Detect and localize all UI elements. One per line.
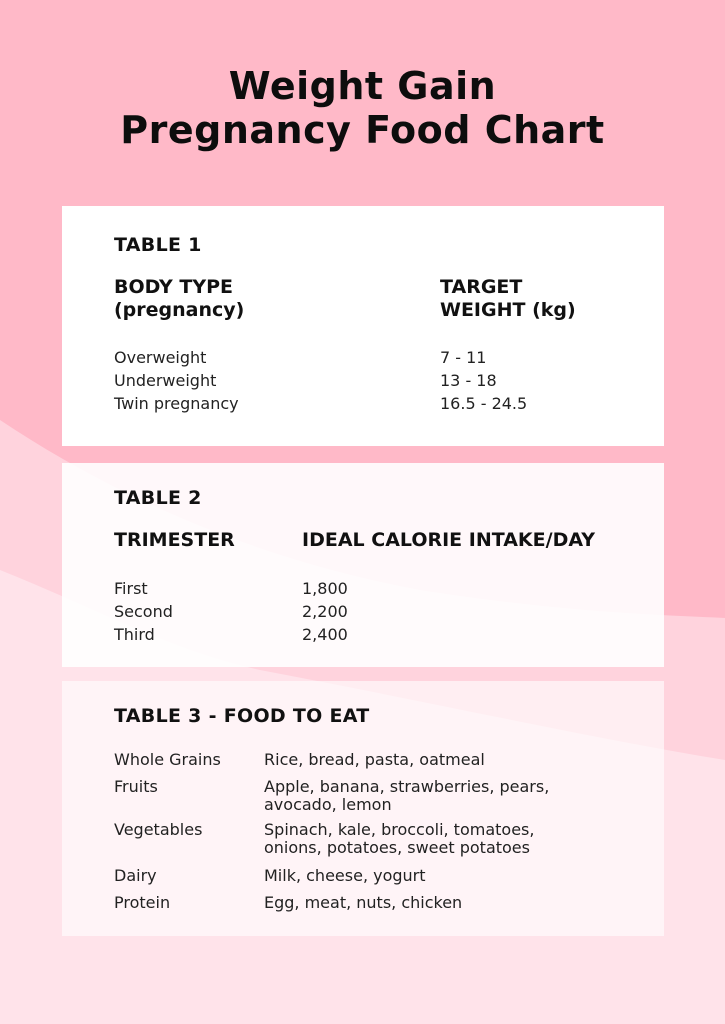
- table2-row1-calories: 1,800: [302, 579, 348, 598]
- table3-row3-foods: Spinach, kale, broccoli, tomatoes, onions, potatoes, sweet potatoes: [264, 820, 535, 857]
- table3-title: TABLE 3 - FOOD TO EAT: [114, 705, 370, 727]
- table2-col2-header: IDEAL CALORIE INTAKE/DAY: [302, 529, 595, 551]
- table3-row3-group: Vegetables: [114, 820, 203, 839]
- table1-col1-header: [114, 276, 244, 322]
- table2-card: [62, 463, 664, 667]
- table3-row1-foods: Rice, bread, pasta, oatmeal: [264, 750, 485, 769]
- table2-row1-trimester: First: [114, 579, 148, 598]
- table1-row2-body-type: Underweight: [114, 371, 217, 390]
- table1-col2-header-line1: TARGET: [440, 276, 523, 298]
- page-title: [0, 64, 725, 152]
- table3-row2-foods: Apple, banana, strawberries, pears, avocado, lemon: [264, 777, 550, 814]
- table2-col1-header: TRIMESTER: [114, 529, 235, 551]
- page-title-line2: Pregnancy Food Chart: [120, 108, 605, 152]
- table3-row4-foods: Milk, cheese, yogurt: [264, 866, 426, 885]
- table3-row5-group: Protein: [114, 893, 171, 912]
- table1-title: TABLE 1: [114, 234, 202, 256]
- table3-card: [62, 681, 664, 936]
- table1-col1-header-line1: BODY TYPE: [114, 276, 234, 298]
- table1-row3-body-type: Twin pregnancy: [114, 394, 239, 413]
- table1-row1-body-type: Overweight: [114, 348, 207, 367]
- table1-col2-header: [440, 276, 576, 322]
- table1-row2-target: 13 - 18: [440, 371, 497, 390]
- table2-row3-calories: 2,400: [302, 625, 348, 644]
- table1-col1-header-line2: (pregnancy): [114, 299, 245, 321]
- table2-row2-calories: 2,200: [302, 602, 348, 621]
- table2-row2-trimester: Second: [114, 602, 173, 621]
- table3-row2-group: Fruits: [114, 777, 158, 796]
- table2-row3-trimester: Third: [114, 625, 155, 644]
- table3-row4-group: Dairy: [114, 866, 157, 885]
- table2-title: TABLE 2: [114, 487, 202, 509]
- table1-row3-target: 16.5 - 24.5: [440, 394, 528, 413]
- table1-card: [62, 206, 664, 446]
- table1-col2-header-line2: WEIGHT (kg): [440, 299, 576, 321]
- table3-row1-group: Whole Grains: [114, 750, 221, 769]
- table3-row5-foods: Egg, meat, nuts, chicken: [264, 893, 463, 912]
- table1-row1-target: 7 - 11: [440, 348, 487, 367]
- page-title-line1: Weight Gain: [228, 64, 497, 108]
